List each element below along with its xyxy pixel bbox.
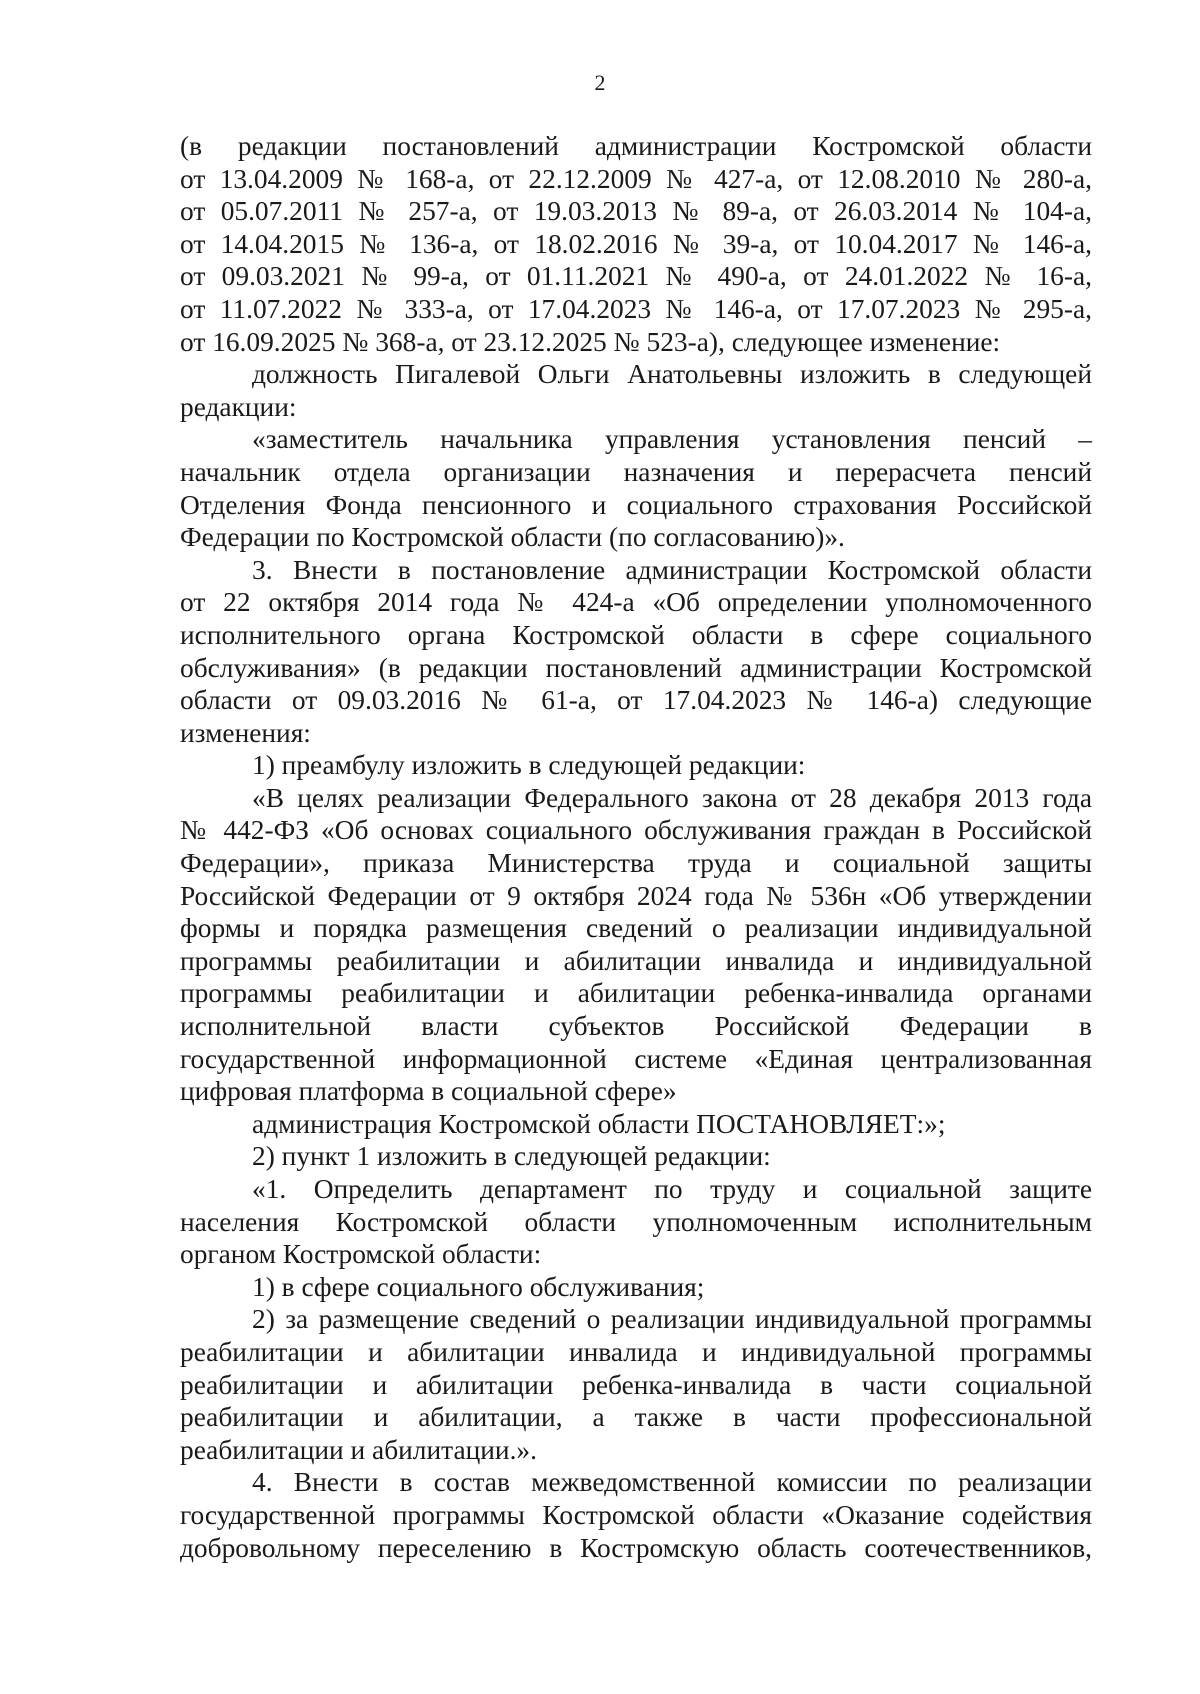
text-line: от 09.03.2021 № 99-а, от 01.11.2021 № 490-а, от 24.01.2022 № 16-а, [180, 261, 1092, 292]
text-line: от 11.07.2022 № 333-а, от 17.04.2023 № 146-а, от 17.07.2023 № 295-а, [180, 293, 1092, 324]
text-line: программы реабилитации и абилитации инвалида и индивидуальной [180, 945, 1092, 976]
text-line: 3. Внести в постановление администрации Костромской области [252, 554, 1092, 585]
paragraph-p7 [180, 1108, 1092, 1141]
text-line: «В целях реализации Федерального закона от 28 декабря 2013 года [252, 782, 1092, 813]
text-line: 1) в сфере социального обслуживания; [252, 1271, 705, 1302]
text-line: от 16.09.2025 № 368-а, от 23.12.2025 № 523-а), следующее изменение: [180, 326, 1001, 357]
text-line: программы реабилитации и абилитации ребенка-инвалида органами [180, 978, 1092, 1009]
text-line: Российской Федерации от 9 октября 2024 года № 536н «Об утверждении [180, 880, 1092, 911]
text-line: Федерации по Костромской области (по согласованию)». [180, 522, 845, 553]
paragraph-p3 [180, 423, 1092, 553]
text-line: № 442-ФЗ «Об основах социального обслуживания граждан в Российской [180, 815, 1092, 846]
text-line: изменения: [180, 717, 311, 748]
paragraph-p6 [180, 782, 1092, 1108]
text-line: «1. Определить департамент по труду и социальной защите [252, 1174, 1092, 1204]
text-line: реабилитации и абилитации, а также в части профессиональной [180, 1402, 1092, 1433]
text-line: (в редакции постановлений администрации Костромской области [180, 131, 1092, 161]
paragraph-p5 [180, 749, 1092, 782]
paragraph-p11 [180, 1303, 1092, 1466]
text-line: государственной информационной системе «Единая централизованная [180, 1043, 1092, 1074]
text-line: формы и порядка размещения сведений о реализации индивидуальной [180, 913, 1092, 944]
text-line: реабилитации и абилитации инвалида и индивидуальной программы [180, 1336, 1092, 1367]
text-line: цифровая платформа в социальной сфере» [180, 1076, 677, 1107]
text-line: 1) преамбулу изложить в следующей редакции: [252, 750, 806, 781]
text-line: от 13.04.2009 № 168-а, от 22.12.2009 № 427-а, от 12.08.2010 № 280-а, [180, 163, 1092, 194]
text-line: добровольному переселению в Костромскую область соотечественников, [180, 1532, 1092, 1563]
text-line: области от 09.03.2016 № 61-а, от 17.04.2023 № 146-а) следующие [180, 685, 1092, 716]
text-line: исполнительной власти субъектов Российской Федерации в [180, 1011, 1092, 1042]
paragraph-p9 [180, 1173, 1092, 1271]
page-number: 2 [594, 70, 606, 95]
text-line: органом Костромской области: [180, 1239, 542, 1270]
paragraph-p2 [180, 358, 1092, 423]
text-line: 4. Внести в состав межведомственной комиссии по реализации [252, 1467, 1092, 1498]
text-line: Федерации», приказа Министерства труда и социальной защиты [180, 848, 1092, 879]
text-line: Отделения Фонда пенсионного и социального страхования Российской [180, 489, 1092, 520]
paragraph-p8 [180, 1140, 1092, 1173]
text-line: должность Пигалевой Ольги Анатольевны изложить в следующей [252, 359, 1092, 390]
paragraph-p4 [180, 554, 1092, 750]
text-line: государственной программы Костромской области «Оказание содействия [180, 1499, 1092, 1530]
text-line: начальник отдела организации назначения и перерасчета пенсий [180, 456, 1092, 487]
paragraph-p1 [180, 130, 1092, 358]
text-line: от 14.04.2015 № 136-а, от 18.02.2016 № 39-а, от 10.04.2017 № 146-а, [180, 228, 1092, 259]
text-line: администрация Костромской области ПОСТАНОВЛЯЕТ:»; [252, 1108, 946, 1139]
text-line: «заместитель начальника управления установления пенсий – [252, 424, 1092, 455]
text-line: редакции: [180, 391, 297, 422]
text-line: реабилитации и абилитации ребенка-инвалида в части социальной [180, 1369, 1092, 1400]
text-line: реабилитации и абилитации.». [180, 1434, 537, 1465]
document-body [180, 130, 1092, 1564]
text-line: исполнительного органа Костромской области в сфере социального [180, 619, 1092, 650]
text-line: 2) за размещение сведений о реализации индивидуальной программы [252, 1304, 1092, 1335]
text-line: обслуживания» (в редакции постановлений администрации Костромской [180, 652, 1092, 683]
paragraph-p10 [180, 1271, 1092, 1304]
text-line: от 05.07.2011 № 257-а, от 19.03.2013 № 89-а, от 26.03.2014 № 104-а, [180, 196, 1092, 227]
text-line: от 22 октября 2014 года № 424-а «Об определении уполномоченного [180, 587, 1092, 618]
paragraph-p12 [180, 1466, 1092, 1564]
text-line: 2) пункт 1 изложить в следующей редакции: [252, 1141, 771, 1172]
text-line: населения Костромской области уполномоченным исполнительным [180, 1206, 1092, 1237]
